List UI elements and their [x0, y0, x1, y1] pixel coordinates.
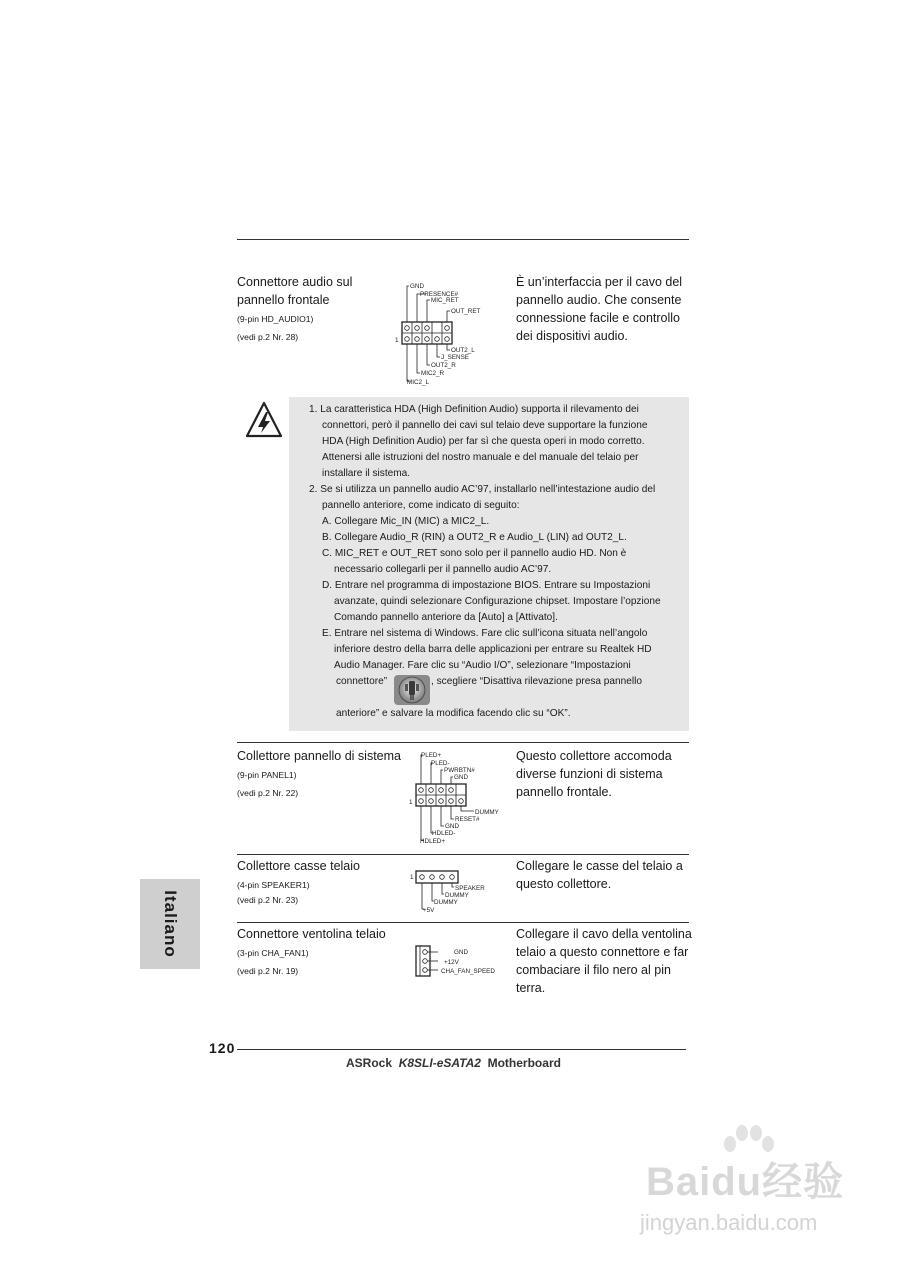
section-rule — [237, 922, 689, 923]
pin-label-gnd: GND — [454, 949, 468, 956]
pin-label-presence: PRESENCE# — [420, 291, 459, 298]
footer-product-title: ASRock K8SLI-eSATA2 Motherboard — [346, 1056, 561, 1070]
pin-label-speaker: SPEAKER — [455, 885, 485, 892]
pin-label-mic-ret: MIC_RET — [431, 297, 459, 304]
pin-label-gnd-bottom: GND — [445, 823, 459, 830]
chassis-fan-ref: (vedi p.2 Nr. 19) — [237, 966, 299, 976]
speaker-header-title: Collettore casse telaio — [237, 859, 360, 873]
pin-label-gnd: GND — [410, 283, 424, 290]
chassis-fan-diagram — [412, 944, 504, 978]
hd-audio-ref: (vedi p.2 Nr. 28) — [237, 332, 299, 342]
pin-label-dummy: DUMMY — [445, 892, 469, 899]
language-side-tab: Italiano — [140, 879, 200, 969]
pin-label-hdled-minus: HDLED- — [432, 830, 456, 837]
pin-label-reset: RESET# — [455, 816, 480, 823]
hd-audio-diagram — [390, 280, 500, 390]
pin-label-pled-plus: PLED+ — [421, 752, 442, 759]
hd-audio-description: È un’interfaccia per il cavo del pannello audio. Che consente connessione facile e controllo dei dispositivi audio. — [516, 275, 683, 343]
panel-header-description: Questo collettore accomoda diverse funzioni di sistema pannello frontale. — [516, 749, 672, 799]
pin-label-out2-r: OUT2_R — [431, 362, 456, 369]
chassis-fan-pin: (3-pin CHA_FAN1) — [237, 948, 309, 958]
pin-label-gnd-top: GND — [454, 774, 468, 781]
panel-header-pin: (9-pin PANEL1) — [237, 770, 297, 780]
pin-label-12v: +12V — [444, 959, 459, 966]
warning-icon — [244, 400, 284, 440]
realtek-connector-settings-icon — [393, 674, 431, 706]
pin-label-pwrbtn: PWRBTN# — [444, 767, 475, 774]
pin-one-marker: 1 — [395, 337, 399, 344]
speaker-header-pin: (4-pin SPEAKER1) — [237, 880, 310, 890]
pin-label-hdled-plus: HDLED+ — [420, 838, 446, 845]
pin-one-marker: 1 — [410, 874, 414, 881]
footer-rule — [237, 1049, 686, 1050]
speaker-header-description: Collegare le casse del telaio a questo collettore. — [516, 859, 683, 891]
speaker-header-diagram — [408, 866, 492, 916]
pin-label-dummy: DUMMY — [475, 809, 499, 816]
chassis-fan-description: Collegare il cavo della ventolina telaio a questo connettore e far combaciare il filo nero al pin terra. — [516, 927, 692, 995]
section-rule — [237, 854, 689, 855]
top-rule — [237, 239, 689, 240]
pin-one-marker: 1 — [409, 799, 413, 806]
speaker-header-ref: (vedi p.2 Nr. 23) — [237, 895, 299, 905]
page-number: 120 — [209, 1040, 236, 1056]
panel-header-title: Collettore pannello di sistema — [237, 749, 401, 763]
chassis-fan-title: Connettore ventolina telaio — [237, 927, 386, 941]
pin-label-out2-l: OUT2_L — [451, 347, 475, 354]
panel-header-ref: (vedi p.2 Nr. 22) — [237, 788, 299, 798]
pin-label-cha-fan-speed: CHA_FAN_SPEED — [441, 968, 495, 975]
hd-audio-title: Connettore audio sul pannello frontale — [237, 275, 353, 307]
pin-label-out-ret: OUT_RET — [451, 308, 481, 315]
pin-label-5v: +5V — [423, 907, 435, 914]
hd-audio-pin: (9-pin HD_AUDIO1) — [237, 314, 314, 324]
section-rule — [237, 742, 689, 743]
pin-label-pled-minus: PLED- — [431, 760, 450, 767]
pin-label-dummy: DUMMY — [434, 899, 458, 906]
baidu-watermark-url: jingyan.baidu.com — [640, 1210, 818, 1235]
pin-label-mic2-l: MIC2_L — [407, 379, 430, 386]
pin-label-j-sense: J_SENSE — [441, 354, 469, 361]
pin-label-mic2-r: MIC2_R — [421, 370, 445, 377]
baidu-watermark-logo: Baidu经验 — [646, 1160, 845, 1204]
panel-header-diagram — [408, 748, 500, 846]
hda-notes: 1. La caratteristica HDA (High Definition Audio) supporta il rilevamento dei connettori, però il pannello dei cavi sul telaio deve supportare la funzione HDA (High Definition Audio) per far sì che questa operi in modo corretto. Attenersi alle istruzioni del nostro manuale e del manuale del telaio per installare il sistema. 2. Se si utilizza un pannello audio AC’97, installarlo nell’intestazione audio del pannello anteriore, come indicato di seguito: A. Collegare Mic_IN (MIC) a MIC2_L. B. Collegare Audio_R (RIN) a OUT2_R e Audio_L (LIN) ad OUT2_L. C. MIC_RET e OUT_RET sono solo per il pannello audio HD. Non è necessario collegarli per il pannello audio AC’97. D. Entrare nel programma di impostazione BIOS. Entrare su Impostazioni avanzate, quindi selezionare Configurazione chipset. Impostare l’opzione Comando pannello anteriore da [Auto] a [Attivato]. E. Entrare nel sistema di Windows. Fare clic sull’icona situata nell’angolo inferiore destro della barra delle applicazioni per entrare su Realtek HD Audio Manager. Fare clic su “Audio I/O”, selezionare “Impostazioni connettore” , scegliere “Disattiva rilevazione presa pannello anteriore” e salvare la modifica facendo clic su “OK”. — [289, 397, 689, 731]
